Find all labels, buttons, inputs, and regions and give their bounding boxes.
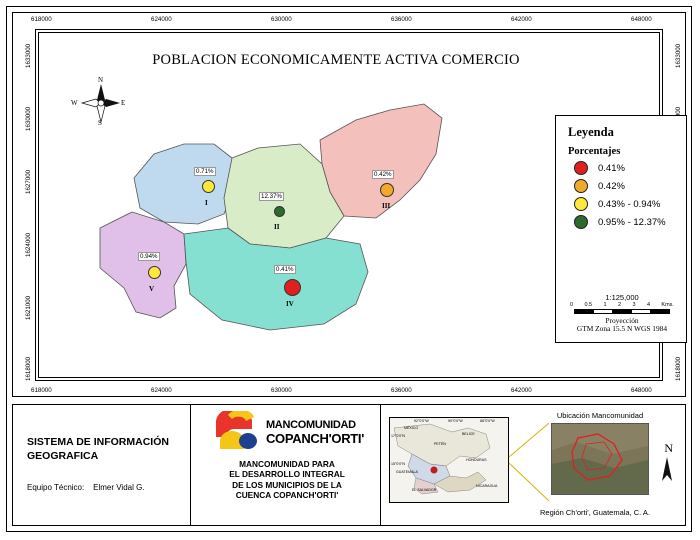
logo-caption-line-3: DE LOS MUNICIPIOS DE LA bbox=[232, 479, 342, 490]
zone-dot-III bbox=[380, 183, 394, 197]
legend-item bbox=[574, 179, 686, 193]
map-panel bbox=[12, 12, 686, 397]
compass-rose bbox=[71, 76, 128, 127]
legend-item-label: 0.41% bbox=[598, 162, 625, 174]
x-tick-top-1: 624000 bbox=[151, 16, 172, 23]
inset-label-lat-15: 15°0'0"N bbox=[391, 462, 405, 466]
scale-num-2: 1 bbox=[603, 301, 607, 308]
compass-label-e: E bbox=[121, 99, 126, 107]
y-tick-left-3: 1624000 bbox=[25, 232, 32, 257]
mancomunidad-logo-block bbox=[199, 411, 375, 500]
zone-dot-IV bbox=[284, 279, 301, 296]
logo-caption bbox=[199, 459, 375, 500]
legend-item bbox=[574, 215, 686, 229]
x-tick-top-5: 648000 bbox=[631, 16, 652, 23]
scale-numbers bbox=[570, 302, 674, 308]
y-tick-left-2: 1627000 bbox=[25, 169, 32, 194]
zone-polygon-V bbox=[100, 212, 186, 318]
y-tick-right-5: 1618000 bbox=[675, 356, 682, 381]
inset-label-peten: PETÉN bbox=[434, 442, 446, 446]
scale-num-4: 3 bbox=[632, 301, 636, 308]
legend-swatch-icon bbox=[574, 215, 588, 229]
logo-caption-line-4: CUENCA COPANCH'ORTI' bbox=[235, 490, 339, 501]
inset-label-lon-88: 88°0'0"W bbox=[480, 419, 495, 423]
zone-dot-I bbox=[202, 180, 215, 193]
zone-value-III: 0.42% bbox=[374, 171, 392, 178]
legend-item-label: 0.43% - 0.94% bbox=[598, 198, 661, 210]
footer-sig-cell bbox=[13, 405, 191, 525]
inset-label-guatemala: GUATEMALA bbox=[396, 470, 418, 474]
zone-label-V: V bbox=[149, 285, 155, 293]
logo-line-2: COPANCH'ORTI' bbox=[265, 430, 365, 446]
legend-item bbox=[574, 161, 686, 175]
zone-polygon-I bbox=[134, 144, 234, 224]
aerial-photo-graphic bbox=[552, 424, 648, 494]
zone-dot-V bbox=[148, 266, 161, 279]
sig-title-line2: GEOGRAFICA bbox=[27, 450, 99, 463]
scale-bar-block bbox=[566, 293, 678, 334]
projection-detail: GTM Zona 15.5 N WGS 1984 bbox=[576, 324, 668, 334]
sig-title bbox=[27, 435, 169, 463]
inset-label-mexico: MÉXICO bbox=[404, 426, 419, 430]
legend-item-label: 0.95% - 12.37% bbox=[598, 216, 666, 228]
inset-locator-map bbox=[389, 417, 509, 503]
inset-label-lat-17: 17°0'0"N bbox=[391, 434, 405, 438]
zone-label-II: II bbox=[274, 223, 280, 231]
inset-label-lon-90: 90°0'0"W bbox=[448, 419, 463, 423]
map-frame bbox=[35, 29, 674, 381]
zone-value-II: 12.37% bbox=[261, 193, 282, 200]
team-name: Elmer Vidal G. bbox=[93, 483, 145, 492]
inset-label-lon-92: 92°0'0"W bbox=[414, 419, 429, 423]
north-arrow-icon bbox=[660, 457, 674, 483]
scale-bar-graphic bbox=[574, 309, 670, 314]
logo-caption-line-1: MANCOMUNIDAD PARA bbox=[239, 459, 335, 469]
mancomunidad-logo-icon bbox=[210, 411, 262, 455]
map-title: POBLACION ECONOMICAMENTE ACTIVA COMERCIO bbox=[152, 52, 520, 68]
legend-item-label: 0.42% bbox=[598, 180, 625, 192]
zone-value-I: 0.71% bbox=[196, 168, 214, 175]
legend-item bbox=[574, 197, 686, 211]
zone-value-V: 0.94% bbox=[140, 253, 158, 260]
scale-unit: Kms. bbox=[661, 301, 674, 308]
x-tick-top-2: 630000 bbox=[271, 16, 292, 23]
scale-num-1: 0.5 bbox=[584, 301, 593, 308]
x-tick-top-0: 618000 bbox=[31, 16, 52, 23]
y-tick-left-0: 1633000 bbox=[25, 43, 32, 68]
x-tick-bottom-3: 636000 bbox=[391, 387, 412, 394]
x-tick-bottom-0: 618000 bbox=[31, 387, 52, 394]
x-tick-bottom-2: 630000 bbox=[271, 387, 292, 394]
zone-dot-II bbox=[274, 206, 285, 217]
legend-swatch-icon bbox=[574, 179, 588, 193]
team-credit bbox=[27, 483, 145, 492]
x-tick-bottom-5: 648000 bbox=[631, 387, 652, 394]
inset-map-graphic bbox=[390, 418, 508, 502]
x-tick-bottom-4: 642000 bbox=[511, 387, 532, 394]
location-caption: Región Ch'orti', Guatemala, C. A. bbox=[540, 508, 650, 517]
legend-swatch-icon bbox=[574, 197, 588, 211]
team-label: Equipo Técnico: bbox=[27, 483, 85, 492]
sig-title-line1: SISTEMA DE INFORMACIÓN bbox=[27, 436, 169, 448]
footer-location-cell bbox=[381, 405, 685, 525]
scale-num-3: 2 bbox=[618, 301, 622, 308]
scale-num-5: 4 bbox=[646, 301, 650, 308]
zone-label-III: III bbox=[382, 202, 391, 210]
footer-logo-cell bbox=[191, 405, 381, 525]
legend-box bbox=[555, 115, 687, 343]
zone-value-IV: 0.41% bbox=[276, 266, 294, 273]
y-tick-left-1: 1630000 bbox=[25, 106, 32, 131]
footer-panel bbox=[12, 404, 686, 526]
x-tick-bottom-1: 624000 bbox=[151, 387, 172, 394]
logo-line-1: MANCOMUNIDAD bbox=[265, 419, 356, 432]
compass-label-n: N bbox=[98, 76, 104, 84]
inset-label-nicaragua: NICARAGUA bbox=[476, 484, 498, 488]
inset-label-honduras: HONDURAS bbox=[466, 458, 487, 462]
compass-label-s: S bbox=[98, 119, 102, 127]
compass-label-w: W bbox=[71, 99, 78, 107]
y-tick-right-0: 1633000 bbox=[675, 43, 682, 68]
legend-subtitle: Porcentajes bbox=[568, 146, 621, 157]
inset-label-belice: BELICE bbox=[462, 432, 475, 436]
projection-title: Proyección bbox=[605, 315, 639, 325]
zone-polygon-III bbox=[320, 104, 442, 218]
aerial-photo-inset bbox=[551, 423, 649, 495]
y-tick-left-5: 1618000 bbox=[25, 356, 32, 381]
y-tick-left-4: 1621000 bbox=[25, 295, 32, 320]
zone-label-I: I bbox=[205, 199, 208, 207]
location-title: Ubicación Mancomunidad bbox=[556, 411, 644, 420]
inset-label-el-salvador: EL SALVADOR bbox=[412, 488, 437, 492]
scale-ratio: 1:125,000 bbox=[605, 292, 639, 302]
legend-swatch-icon bbox=[574, 161, 588, 175]
zone-label-IV: IV bbox=[286, 300, 294, 308]
logo-caption-line-2: EL DESARROLLO INTEGRAL bbox=[229, 469, 345, 480]
x-tick-top-4: 642000 bbox=[511, 16, 532, 23]
scale-num-0: 0 bbox=[570, 301, 574, 308]
legend-title: Leyenda bbox=[568, 125, 614, 139]
north-arrow-letter: N bbox=[664, 441, 673, 455]
x-tick-top-3: 636000 bbox=[391, 16, 412, 23]
